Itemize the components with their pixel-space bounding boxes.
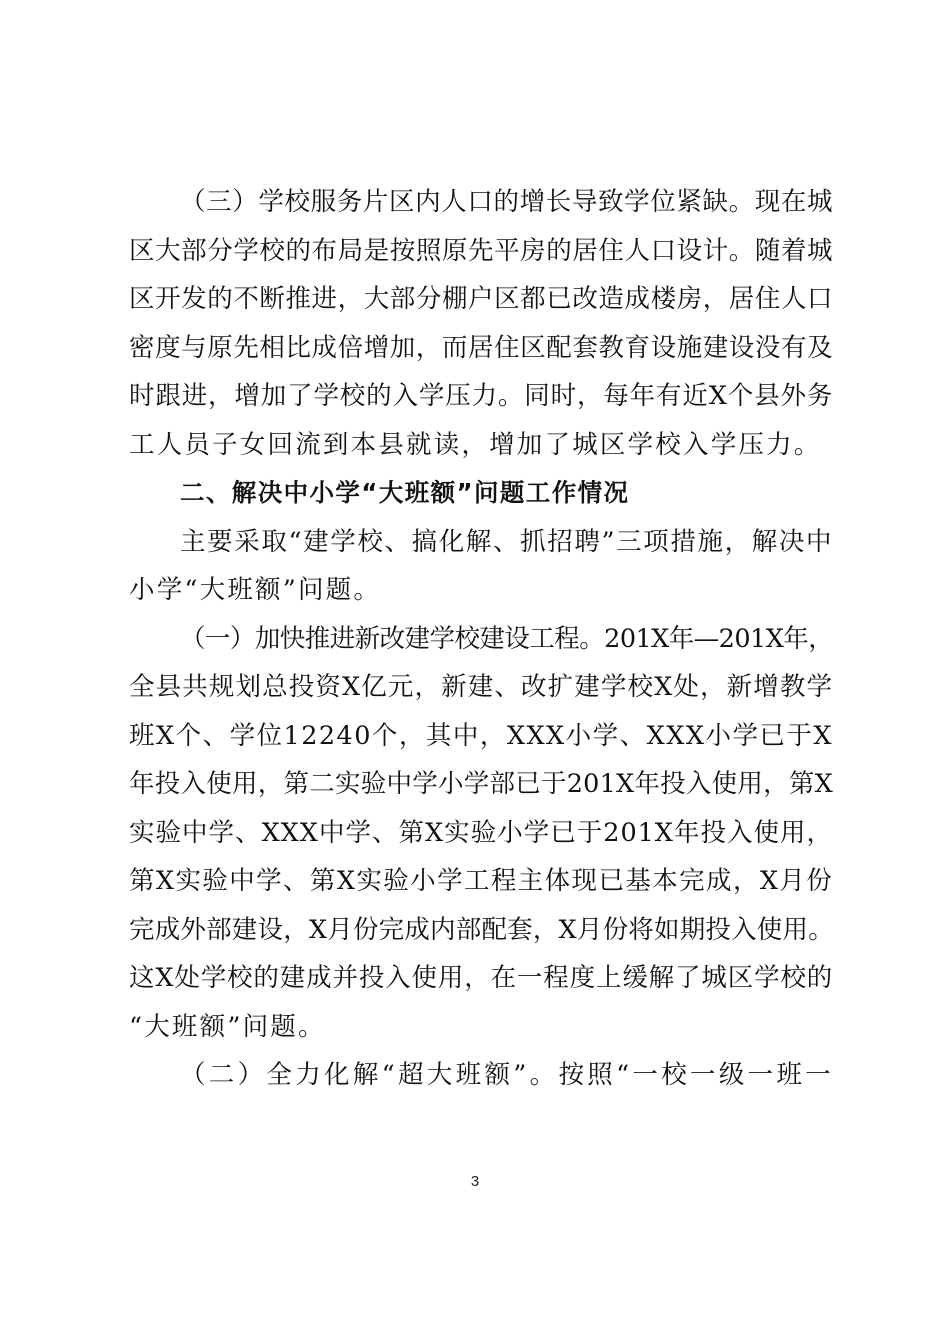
paragraph-line: 密度与原先相比成倍增加，而居住区配套教育设施建设没有及 [129,332,833,363]
paragraph-line: 班X个、学位12240个，其中，XXX小学、XXX小学已于X [129,720,833,751]
paragraph-line: 区大部分学校的布局是按照原先平房的居住人口设计。随着城 [129,235,833,266]
paragraph-line: 这X处学校的建成并投入使用，在一程度上缓解了城区学校的 [129,963,833,993]
paragraph-line: （一）加快推进新改建学校建设工程。201X年—201X年， [180,623,834,654]
paragraph-line: 主要采取“建学校、搞化解、抓招聘”三项措施，解决中 [180,526,833,557]
paragraph-line: 完成外部建设，X月份完成内部配套，X月份将如期投入使用。 [129,914,834,945]
paragraph-line: 时跟进，增加了学校的入学压力。同时，每年有近X个县外务 [129,381,833,411]
body-text [129,178,833,1100]
paragraph-line: 区开发的不断推进，大部分棚户区都已改造成楼房，居住人口 [129,284,833,314]
paragraph-line: 年投入使用，第二实验中学小学部已于201X年投入使用，第X [129,769,833,799]
paragraph-line: 全县共规划总投资X亿元，新建、改扩建学校X处，新增教学 [129,672,833,702]
paragraph-line: 工人员子女回流到本县就读，增加了城区学校入学压力。 [129,429,822,460]
paragraph-line: 第X实验中学、第X实验小学工程主体现已基本完成，X月份 [129,866,833,896]
paragraph-line: （三）学校服务片区内人口的增长导致学位紧缺。现在城 [180,187,833,217]
section-heading: 二、解决中小学“大班额”问题工作情况 [180,478,630,507]
paragraph-line: （二）全力化解“超大班额”。按照“一校一级一班一 [180,1060,833,1090]
paragraph-line: 实验中学、XXX中学、第X实验小学已于201X年投入使用， [129,817,833,848]
page-number: 3 [470,1173,480,1190]
paragraph-line: “大班额”问题。 [129,1011,326,1042]
paragraph-line: 小学“大班额”问题。 [129,575,382,605]
